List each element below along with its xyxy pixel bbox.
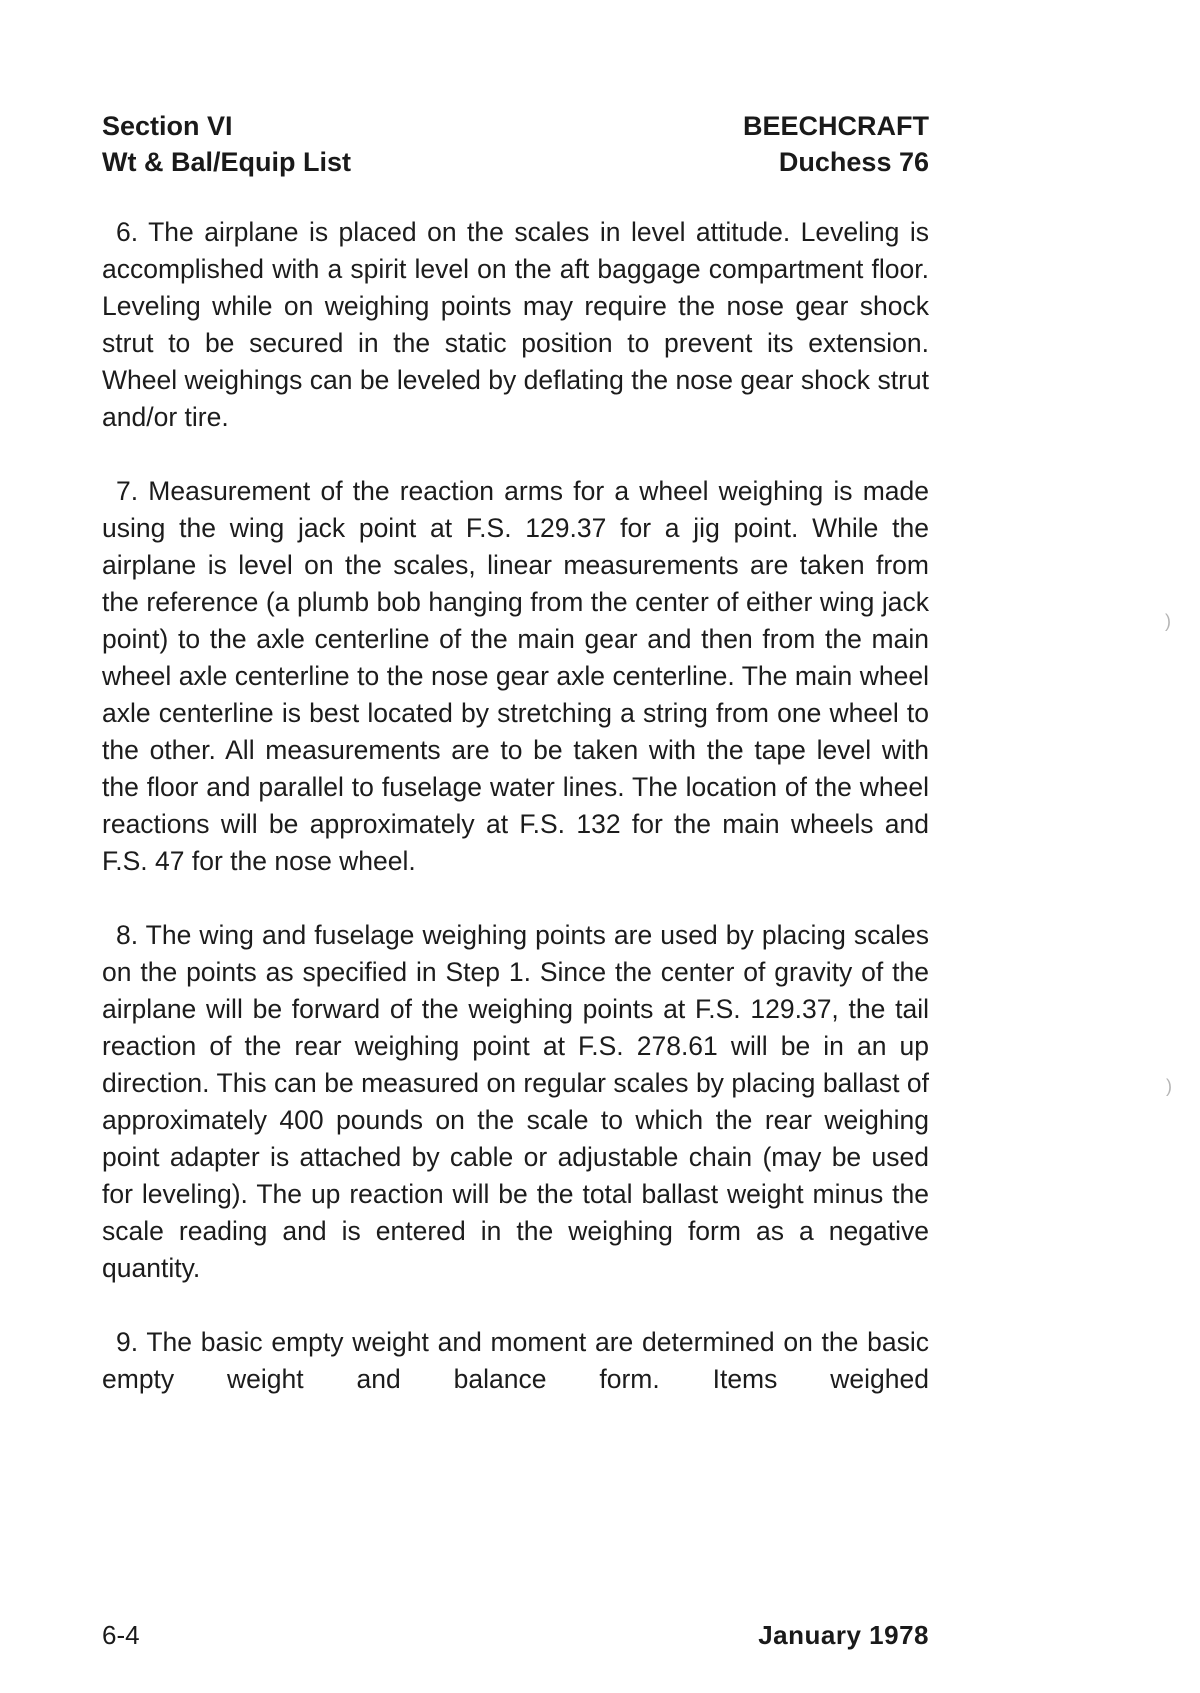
paragraph-step-9: 9. The basic empty weight and moment are determined on the basic empty weight and balance form. Items weighed — [102, 1327, 929, 1394]
header-left — [102, 108, 351, 180]
scan-mark: ) — [1165, 611, 1171, 631]
paragraph-step-6: 6. The airplane is placed on the scales in level attitude. Leveling is accomplished with a spirit level on the aft baggage compartment floor. Leveling while on weighing points may require the nose gear shock strut to be secured in the static position to prevent its extension. Wheel weighings can be leveled by deflating the nose gear shock strut and/or tire. — [102, 217, 929, 432]
paragraph-step-8: 8. The wing and fuselage weighing points are used by placing scales on the points as specified in Step 1. Since the center of gravity of the airplane will be forward of the weighing points at F.S. 129.37, the tail reaction of the rear weighing point at F.S. 278.61 will be in an up direction. This can be measured on regular scales by placing ballast of approximately 400 pounds on the scale to which the rear weighing point adapter is attached by cable or adjustable chain (may be used for leveling). The up reaction will be the total ballast weight minus the scale reading and is entered in the weighing form as a negative quantity. — [102, 920, 929, 1283]
aircraft-model: Duchess 76 — [778, 147, 929, 177]
header-right — [743, 108, 929, 180]
publication-date: January 1978 — [758, 1620, 929, 1650]
brand-name: BEECHCRAFT — [743, 111, 929, 141]
paragraph-step-7: 7. Measurement of the reaction arms for a wheel weighing is made using the wing jack point at F.S. 129.37 for a jig point. While the airplane is level on the scales, linear measurements are taken from the reference (a plumb bob hanging from the center of either wing jack point) to the axle centerline of the main gear and then from the main wheel axle centerline to the nose gear axle centerline. The main wheel axle centerline is best located by stretching a string from one wheel to the other. All measurements are to be taken with the tape level with the floor and parallel to fuselage water lines. The location of the wheel reactions will be approximately at F.S. 132 for the main wheels and F.S. 47 for the nose wheel. — [102, 476, 929, 876]
body-text — [102, 214, 929, 1435]
section-subtitle: Wt & Bal/Equip List — [102, 147, 351, 177]
page-number: 6-4 — [102, 1620, 140, 1650]
scan-mark: ) — [1166, 1076, 1172, 1096]
section-title: Section VI — [102, 111, 233, 141]
